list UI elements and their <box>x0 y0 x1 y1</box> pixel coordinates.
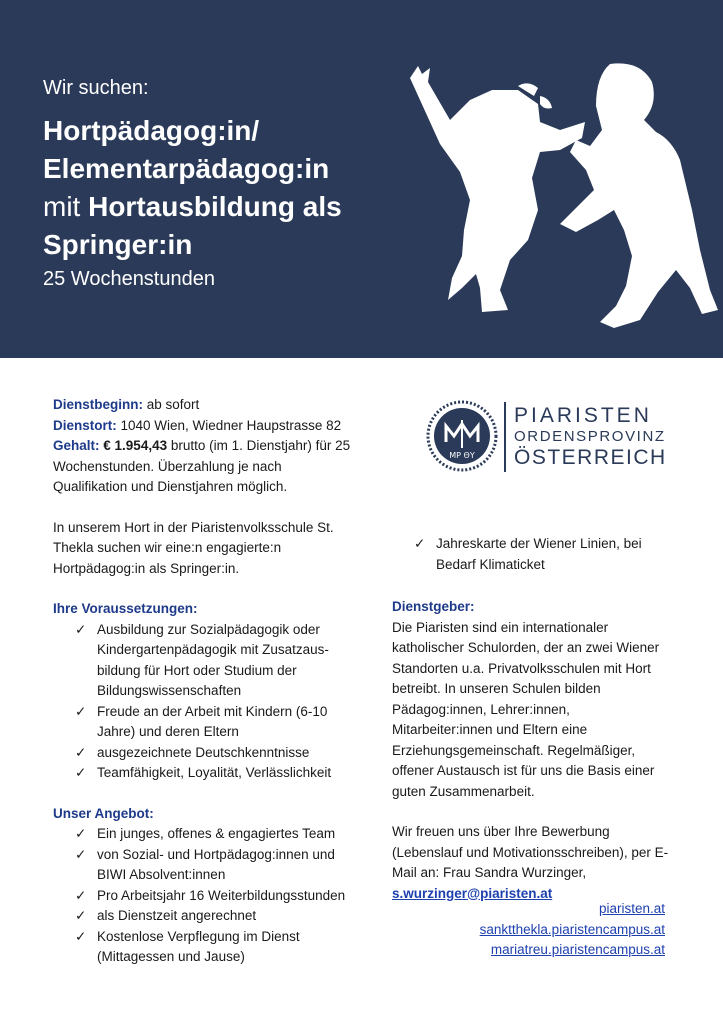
logo-line-2: ORDENSPROVINZ <box>514 428 666 445</box>
place-value: 1040 Wien, Wiedner Haupstrasse 82 <box>120 417 342 433</box>
title-line-3-prefix: mit <box>43 191 81 222</box>
job-title <box>43 112 423 264</box>
start-info <box>53 395 353 416</box>
checkmark-icon: ✓ <box>414 536 426 551</box>
piaristen-logo <box>424 398 667 474</box>
list-item: ✓ ausgezeichnete Deutschkenntnisse <box>53 743 353 764</box>
list-item: ✓ Ein junges, offenes & engagiertes Team <box>53 824 353 845</box>
checkmark-icon: ✓ <box>75 765 87 780</box>
link-mariatreu[interactable]: mariatreu.piaristencampus.at <box>490 942 665 957</box>
title-line-1: Hortpädagog:in/ <box>43 115 260 146</box>
checkmark-icon: ✓ <box>75 744 87 760</box>
weekly-hours: 25 Wochenstunden <box>43 268 215 290</box>
piaristen-emblem-icon <box>424 398 500 474</box>
start-label: Dienstbeginn: <box>53 397 143 412</box>
employer-heading: Dienstgeber: <box>392 599 475 614</box>
place-label: Dienstort: <box>53 417 117 433</box>
list-item: ✓ Freude an der Arbeit mit Kindern (6-10 Jahre) und deren Eltern <box>75 703 328 739</box>
salary-info <box>53 436 353 498</box>
list-item: ✓ Jahreskarte der Wiener Linien, bei Bedarf Klimaticket <box>414 536 642 572</box>
list-item: ✓ Teamfähigkeit, Loyalität, Verlässlichkeit <box>53 763 353 784</box>
list-item: ✓ von Sozial- und Hortpädagog:innen und BIWI Absolvent:innen <box>75 846 335 882</box>
header-banner <box>0 0 723 358</box>
title-line-4: Springer:in <box>43 229 193 260</box>
website-links <box>480 899 665 961</box>
list-item: ✓ Ausbildung zur Sozialpädagogik oder Kindergartenpädagogik mit Zusatzaus-bildung für Hort oder Studium der Bildungswissenschaften <box>75 621 329 698</box>
salary-amount: € 1.954,43 <box>103 438 168 453</box>
salary-label: Gehalt: <box>53 438 100 453</box>
link-sanktthekla[interactable]: sanktthekla.piaristencampus.at <box>479 921 665 937</box>
list-item: ✓ Kostenlose Verpflegung im Dienst (Mittagessen und Jause) <box>75 928 300 964</box>
offer-list-continued <box>392 534 672 575</box>
place-info <box>53 416 353 437</box>
contact-email-link[interactable]: s.wurzinger@piaristen.at <box>392 885 553 901</box>
logo-wordmark <box>514 404 667 470</box>
checkmark-icon: ✓ <box>75 703 87 719</box>
requirements-heading: Ihre Voraussetzungen: <box>53 601 198 616</box>
left-column <box>53 395 353 968</box>
checkmark-icon: ✓ <box>75 826 87 841</box>
checkmark-icon: ✓ <box>75 887 87 903</box>
list-item: ✓ als Dienstzeit angerechnet <box>53 906 353 927</box>
logo-divider <box>504 402 506 472</box>
title-line-2: Elementarpädagog:in <box>43 153 330 184</box>
start-value: ab sofort <box>146 397 200 412</box>
intro-paragraph: In unserem Hort in der Piaristenvolksschule St. Thekla suchen wir eine:n engagierte:n Hortpädagog:in als Springer:in. <box>53 519 334 576</box>
logo-line-1: PIARISTEN <box>514 404 652 427</box>
intro-heading: Wir suchen: <box>43 77 149 99</box>
checkmark-icon: ✓ <box>75 928 87 944</box>
children-silhouette-illustration <box>400 60 720 358</box>
link-piaristen[interactable]: piaristen.at <box>598 901 665 916</box>
employer-text: Die Piaristen sind ein internationaler katholischer Schulorden, der an zwei Wiener Standorten u.a. Privatvolksschulen mit Hort betreibt. In unseren Schulen bilden Pädagog:innen, Lehrer:innen, Mitarbeiter:innen und Eltern eine Erziehungsgemeinschaft. Regelmäßiger, offener Austausch ist für uns die Basis einer guten Zusammenarbeit. <box>392 619 660 799</box>
list-item: ✓ Pro Arbeitsjahr 16 Weiterbildungsstunden <box>53 886 353 907</box>
emblem-text: MP ΘY <box>449 451 475 460</box>
contact-text: Wir freuen uns über Ihre Bewerbung (Lebenslauf und Motivationsschreiben), per E-Mail an: Frau Sandra Wurzinger, <box>392 824 669 880</box>
right-column <box>392 534 672 904</box>
checkmark-icon: ✓ <box>75 908 87 923</box>
requirements-list <box>53 620 353 784</box>
checkmark-icon: ✓ <box>75 621 87 637</box>
logo-line-3: ÖSTERREICH <box>514 446 667 469</box>
offer-list <box>53 824 353 968</box>
checkmark-icon: ✓ <box>75 846 87 862</box>
salary-details: brutto (im 1. Dienstjahr) für 25 Wochenstunden. Überzahlung je nach Qualifikation und Dienstjahren möglich. <box>53 438 351 494</box>
title-line-3-bold: Hortausbildung als <box>88 191 342 222</box>
offer-heading: Unser Angebot: <box>53 805 154 821</box>
